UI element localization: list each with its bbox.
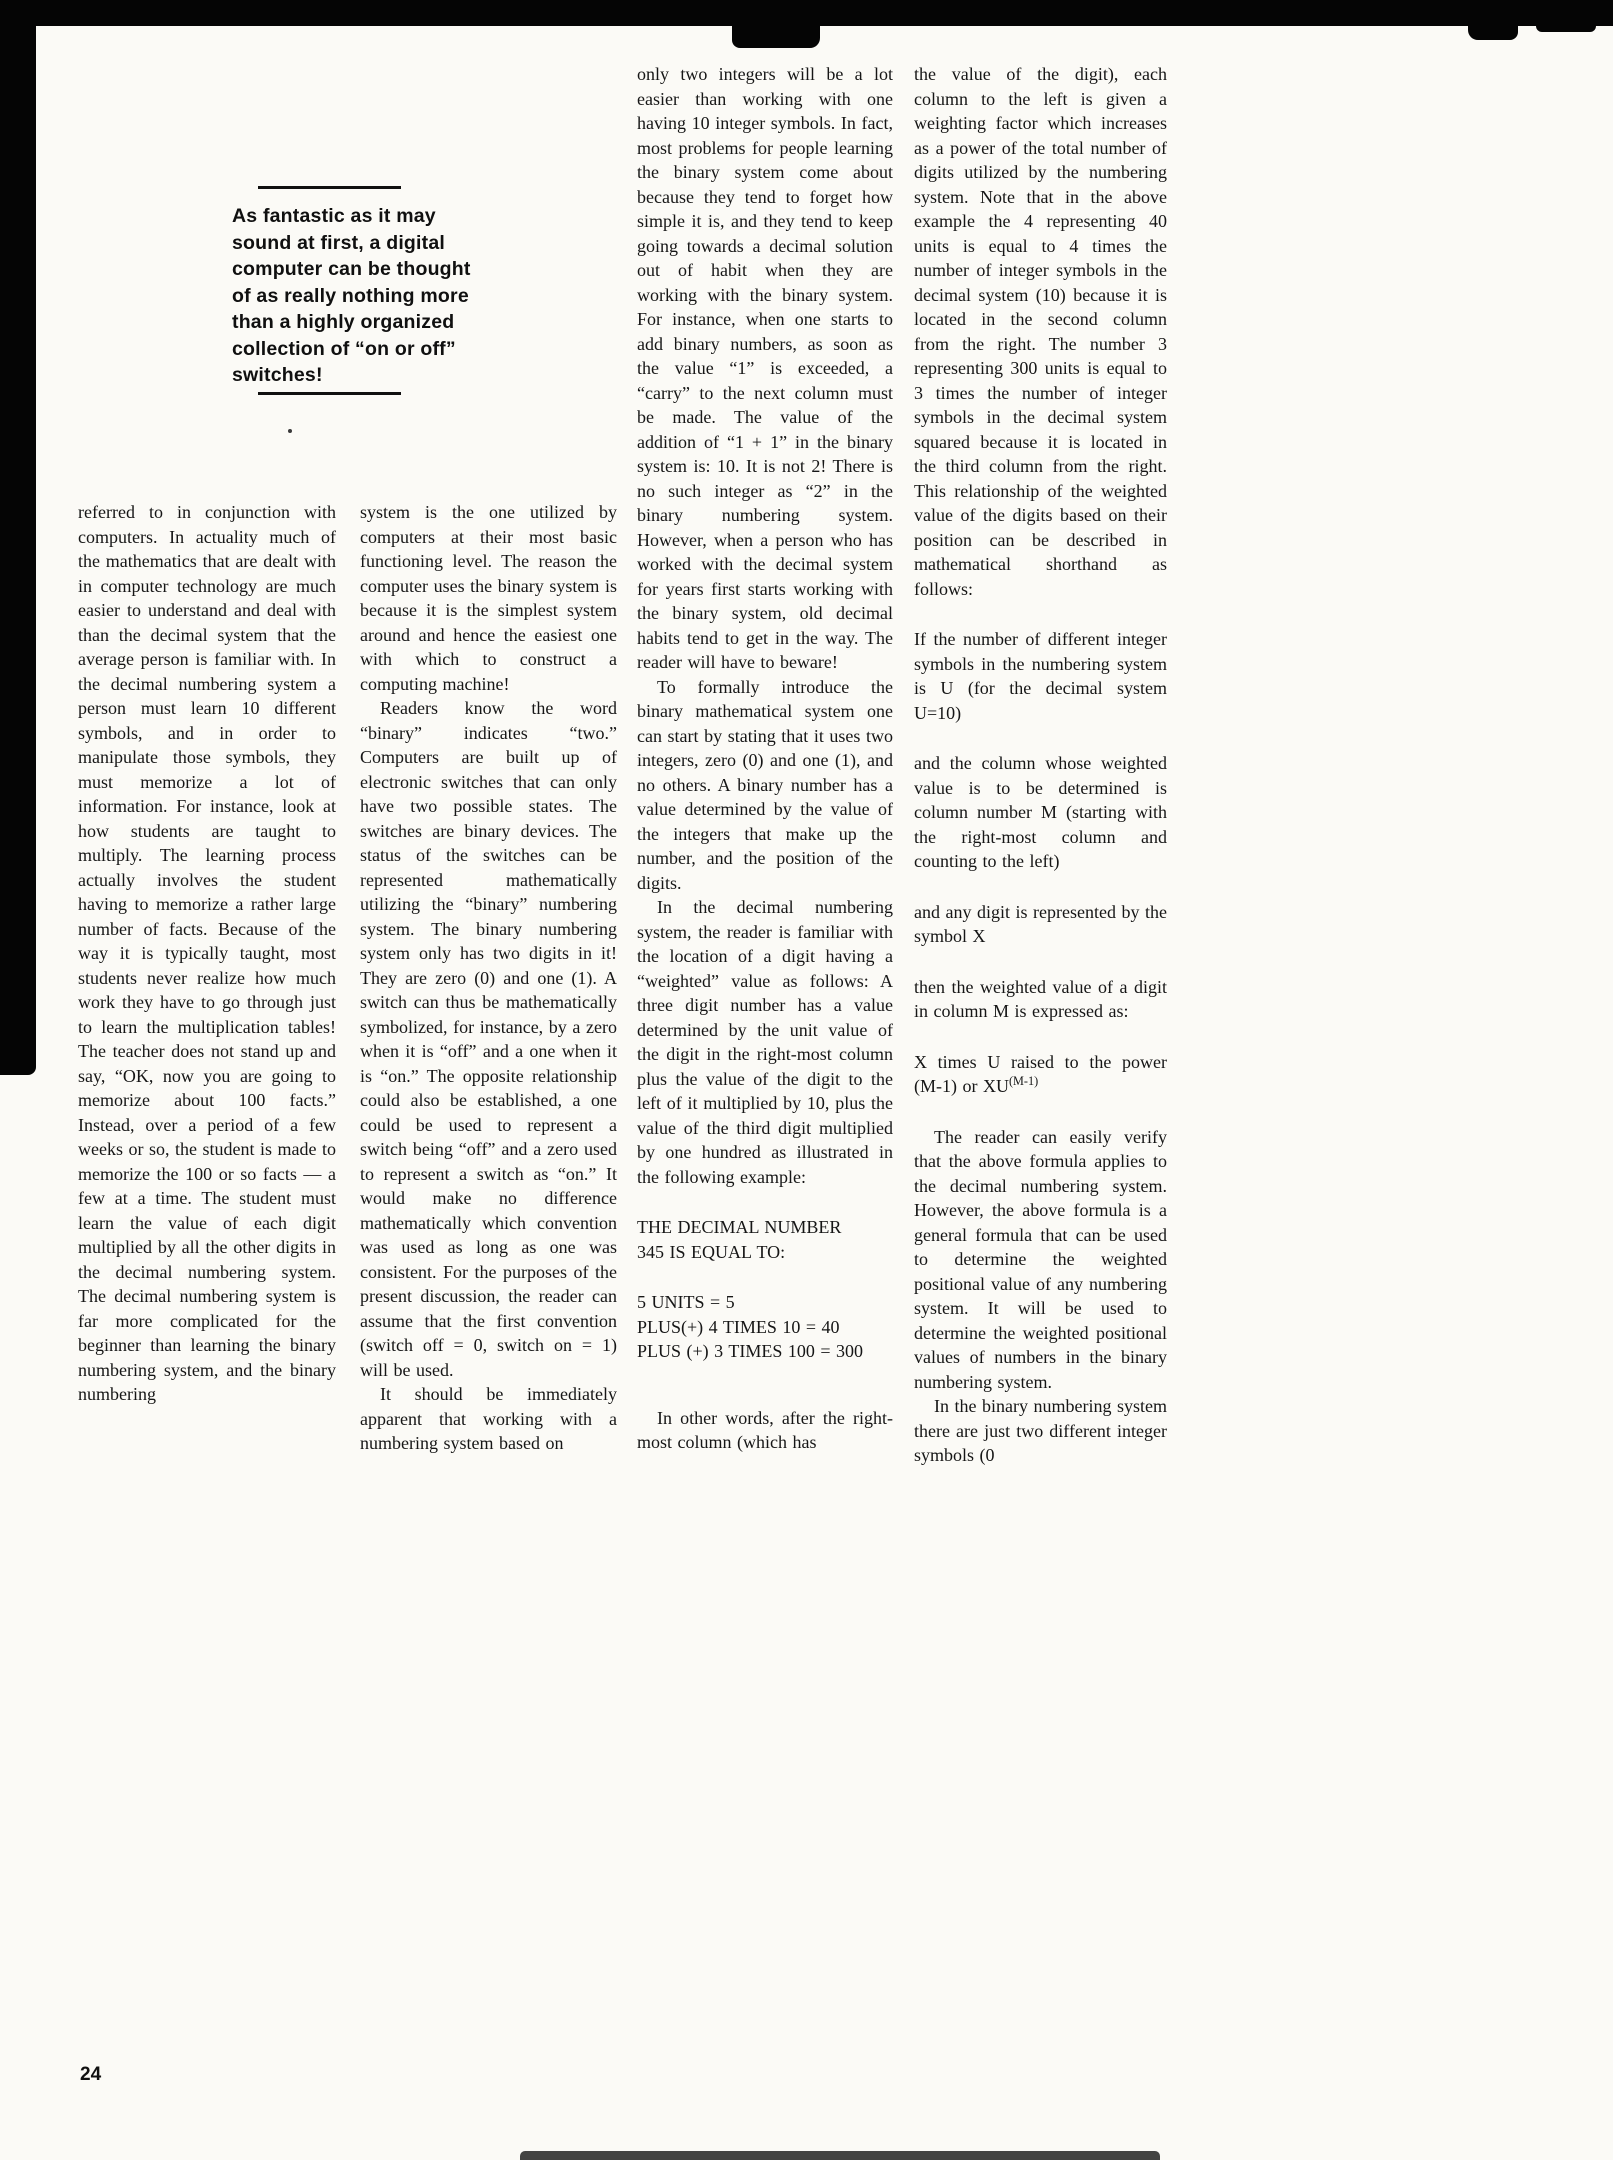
formula-superscript: (M-1) [1008, 1074, 1039, 1088]
pull-quote-line: computer can be thought [232, 258, 471, 280]
body-column-1 [78, 500, 336, 1407]
scan-artifact-bottom-edge [520, 2151, 1160, 2160]
scan-artifact-top-blob [732, 0, 820, 48]
scan-artifact-top-right-mark [1468, 0, 1518, 40]
definition-block-u: If the number of different integer symbols in the numbering system is U (for the decimal system U=10) [914, 629, 1167, 723]
equation-line: PLUS (+) 3 TIMES 100 = 300 [637, 1341, 863, 1361]
paragraph: To formally introduce the binary mathematical system one can start by stating that it uses two integers, zero (0) and one (1), and no others. A binary number has a value determined by the value of the integers that make up the number, and the position of the digits. [637, 676, 893, 893]
pull-quote-line: sound at first, a digital [232, 231, 446, 254]
equation-line: PLUS(+) 4 TIMES 10 = 40 [637, 1316, 840, 1337]
pull-quote-rule-top [258, 186, 401, 189]
pull-quote-line: than a highly organized [232, 311, 455, 333]
formula-text: X times U raised to the power (M-1) or XU [914, 1051, 1167, 1096]
paragraph: In other words, after the right-most column (which has [637, 1407, 893, 1452]
definition-block-m: and the column whose weighted value is to be determined is column number M (starting with the right-most column and counting to the left) [914, 753, 1167, 871]
pull-quote-rule-bottom [258, 392, 401, 395]
example-heading-line: 345 IS EQUAL TO: [637, 1241, 786, 1262]
body-column-4 [914, 62, 1167, 1468]
pull-quote-line: switches! [232, 364, 323, 386]
pull-quote-line: As fantastic as it may [232, 205, 436, 227]
example-heading-line: THE DECIMAL NUMBER [637, 1217, 842, 1237]
scan-artifact-left-edge [0, 0, 36, 1075]
scan-artifact-top-right-mark-2 [1536, 0, 1596, 32]
paragraph: Readers know the word “binary” indicates “two.” Computers are built up of electronic switches that can only have two possible states. The switches are binary devices. The status of the switches can be represented mathematically utilizing the “binary” numbering system. The binary numbering system only has two digits in it! They are zero (0) and one (1). A switch can thus be mathematically symbolized, for instance, by a zero when it is “off” and a one when it is “on.” The opposite relationship could also be established, a one could be used to represent a switch being “off” and a zero used to represent a switch as “on.” It would make no difference mathematically which convention was used as long as one was consistent. For the purposes of the present discussion, the reader can assume that the first convention (switch off = 0, switch on = 1) will be used. [360, 698, 617, 1380]
example-heading [637, 1215, 893, 1264]
body-column-2 [360, 500, 617, 1456]
paragraph: In the binary numbering system there are just two different integer symbols (0 [914, 1396, 1167, 1465]
formula [914, 1050, 1167, 1099]
paragraph: the value of the digit), each column to the left is given a weighting factor which increases as a power of the total number of digits utilized by the numbering system. Note that in the above example the 4 representing 40 units is equal to 4 times the number of integer symbols in the decimal system (10) because it is located in the second column from the right. The number 3 representing 300 units is equal to 3 times the number of integer symbols in the decimal system squared because it is located in the third column from the right. This relationship of the weighted value of the digits based on their position can be described in mathematical shorthand as follows: [914, 64, 1167, 599]
pull-quote-line: collection of “on or off” [232, 337, 456, 360]
paragraph: It should be immediately apparent that working with a numbering system based on [360, 1384, 617, 1453]
paragraph: In the decimal numbering system, the reader is familiar with the location of a digit having a “weighted” value as follows: A three digit number has a value determined by the unit value of the digit in the right-most column plus the value of the digit to the left of it multiplied by 10, plus the value of the third digit multiplied by one hundred as illustrated in the following example: [637, 897, 893, 1187]
paragraph: referred to in conjunction with computers. In actuality much of the mathematics that are dealt with in computer technology are much easier to understand and deal with than the decimal system that the average person is familiar with. In the decimal numbering system a person must learn 10 different symbols, and in order to manipulate those symbols, they must memorize a lot of information. For instance, look at how students are taught to multiply. The learning process actually involves the student having to memorize a rather large number of facts. Because of the way it is typically taught, most students never realize how much work they have to go through just to learn the multiplication tables! The teacher does not stand up and say, “OK, now you are going to memorize about 100 facts.” Instead, over a period of a few weeks or so, the student is made to memorize the 100 or so facts — a few at a time. The student must learn the value of each digit multiplied by all the other digits in the decimal numbering system. The decimal numbering system is far more complicated for the beginner than learning the binary numbering system, and the binary numbering [78, 502, 336, 1404]
equation-line: 5 UNITS = 5 [637, 1292, 735, 1312]
example-equations [637, 1290, 893, 1364]
definition-block-weighted: then the weighted value of a digit in column M is expressed as: [914, 976, 1167, 1021]
pull-quote-line: of as really nothing more [232, 284, 469, 307]
paragraph: The reader can easily verify that the above formula applies to the decimal numbering system. However, the above formula is a general formula that can be used to determine the weighted positional value of any numbering system. It will be used to determine the weighted positional values of numbers in the binary numbering system. [914, 1126, 1167, 1392]
paragraph: only two integers will be a lot easier than working with one having 10 integer symbols. In fact, most problems for people learning the binary system come about because they tend to forget how simple it is, and they tend to keep going towards a decimal solution out of habit when they are working with the binary system. For instance, when one starts to add binary numbers, as soon as the value “1” is exceeded, a “carry” to the next column must be made. The value of the addition of “1 + 1” in the binary system is: 10. It is not 2! There is no such integer as “2” in the binary numbering system. However, when a person who has worked with the decimal system for years first starts working with the binary system, old decimal habits tend to get in the way. The reader will have to beware! [637, 64, 893, 672]
pull-quote [232, 203, 492, 389]
stray-ink-dot [288, 429, 292, 433]
page-number: 24 [80, 2064, 102, 2085]
definition-block-x: and any digit is represented by the symbol X [914, 901, 1167, 946]
body-column-3 [637, 62, 893, 1455]
paragraph: system is the one utilized by computers at their most basic functioning level. The reason the computer uses the binary system is because it is the simplest system around and hence the easiest one with which to construct a computing machine! [360, 502, 617, 694]
